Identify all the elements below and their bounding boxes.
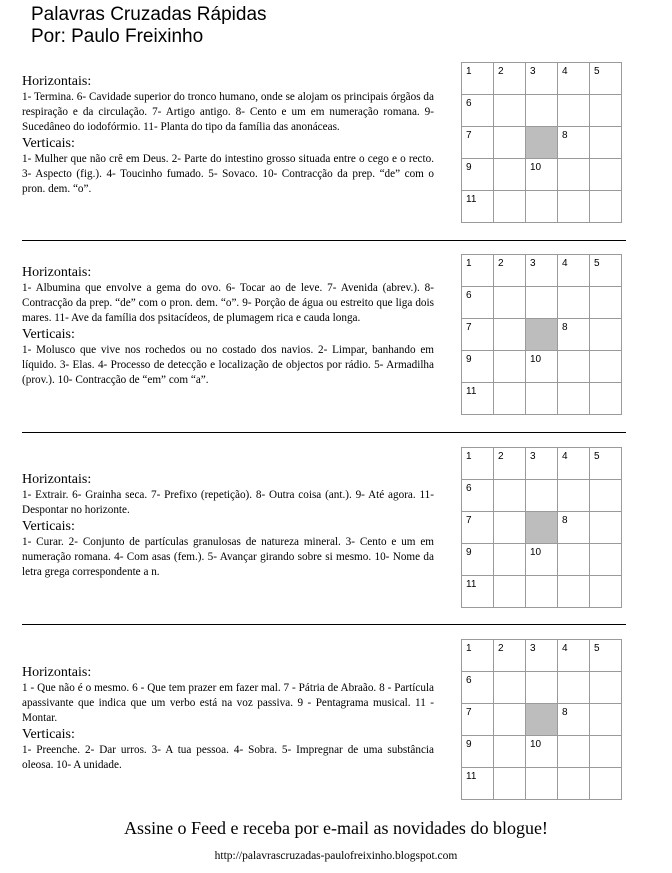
grid-cell[interactable] xyxy=(526,159,558,191)
cell-number: 2 xyxy=(498,451,504,462)
author-line: Por: Paulo Freixinho xyxy=(31,26,204,47)
grid-cell[interactable] xyxy=(494,127,526,159)
cell-number: 10 xyxy=(530,547,542,558)
cell-number: 9 xyxy=(466,162,472,173)
grid-row xyxy=(462,544,622,576)
cell-number: 8 xyxy=(562,707,568,718)
grid-cell[interactable] xyxy=(494,191,526,223)
vertical-clues: 1- Preenche. 2- Dar urros. 3- A tua pessoa. 4- Sobra. 5- Impregnar de uma substância oleosa. 10- A unidade. xyxy=(22,744,434,771)
horizontal-clues: 1 - Que não é o mesmo. 6 - Que tem prazer em fazer mal. 7 - Pátria de Abraão. 8 - Partícula apassivante que indica que um verbo está na voz passiva. 9 - Pentagrama musical. 11 - Montar. xyxy=(22,682,434,724)
grid-cell[interactable] xyxy=(462,672,494,704)
grid-cell[interactable] xyxy=(558,351,590,383)
cell-number: 6 xyxy=(466,98,472,109)
vertical-heading: Verticais: xyxy=(22,727,75,742)
grid-cell[interactable] xyxy=(526,255,558,287)
grid-cell[interactable] xyxy=(462,512,494,544)
grid-cell[interactable] xyxy=(590,351,622,383)
grid-row xyxy=(462,512,622,544)
grid-cell[interactable] xyxy=(494,480,526,512)
grid-row xyxy=(462,576,622,608)
grid-row xyxy=(462,736,622,768)
grid-cell[interactable] xyxy=(526,672,558,704)
grid-cell[interactable] xyxy=(590,736,622,768)
cell-number: 5 xyxy=(594,258,600,269)
horizontal-clues: 1- Extrair. 6- Grainha seca. 7- Prefixo (repetição). 8- Outra coisa (ant.). 9- Até agora. 11- Despontar no horizonte. xyxy=(22,489,434,516)
grid-cell[interactable] xyxy=(558,159,590,191)
grid-cell[interactable] xyxy=(590,544,622,576)
cell-number: 6 xyxy=(466,290,472,301)
horizontal-heading: Horizontais: xyxy=(22,265,92,280)
grid-cell[interactable] xyxy=(462,319,494,351)
puzzle-4-clues xyxy=(22,665,434,774)
cell-number: 8 xyxy=(562,322,568,333)
cell-number: 10 xyxy=(530,354,542,365)
vertical-clues: 1- Curar. 2- Conjunto de partículas granulosas de natureza mineral. 3- Cento e um em numeração romana. 4- Com asas (fem.). 5- Avançar girando sobre si mesmo. 10- Nome da letra grega correspondente a n. xyxy=(22,536,434,578)
grid-cell[interactable] xyxy=(558,512,590,544)
cell-number: 9 xyxy=(466,354,472,365)
cell-number: 2 xyxy=(498,66,504,77)
page-title: Palavras Cruzadas Rápidas xyxy=(31,4,267,25)
grid-row xyxy=(462,127,622,159)
grid-cell[interactable] xyxy=(462,640,494,672)
cell-number: 7 xyxy=(466,515,472,526)
grid-cell[interactable] xyxy=(558,95,590,127)
grid-cell[interactable] xyxy=(590,191,622,223)
grid-cell[interactable] xyxy=(558,448,590,480)
grid-row xyxy=(462,448,622,480)
grid-cell[interactable] xyxy=(462,736,494,768)
grid-cell[interactable] xyxy=(526,191,558,223)
grid-cell[interactable] xyxy=(494,383,526,415)
grid-cell[interactable] xyxy=(590,127,622,159)
grid-cell[interactable] xyxy=(462,576,494,608)
cell-number: 3 xyxy=(530,66,536,77)
cell-number: 7 xyxy=(466,707,472,718)
grid-cell[interactable] xyxy=(526,736,558,768)
horizontal-clues: 1- Albumina que envolve a gema do ovo. 6- Tocar ao de leve. 7- Avenida (abrev.). 8- Contracção da prep. “de” com o pron. dem. “o”. 9- Porção de água ou estreito que liga dois mares. 11- Ave da família dos psitacídeos, de plumagem rica e cauda longa. xyxy=(22,282,434,324)
grid-cell[interactable] xyxy=(526,448,558,480)
grid-row xyxy=(462,704,622,736)
cell-number: 11 xyxy=(466,386,477,397)
grid-cell[interactable] xyxy=(494,736,526,768)
blocked-cell xyxy=(526,512,558,544)
horizontal-clues: 1- Termina. 6- Cavidade superior do tronco humano, onde se alojam os principais órgãos da respiração e da circulação. 7- Artigo antigo. 8- Cento e um em numeração romana. 9- Sucedâneo do iodofórmio. 11- Planta do tipo da família das anonáceas. xyxy=(22,91,434,133)
crossword-grid-3 xyxy=(461,447,622,608)
grid-cell[interactable] xyxy=(558,480,590,512)
grid-row xyxy=(462,480,622,512)
puzzle-2-clues xyxy=(22,265,434,389)
blocked-cell xyxy=(526,319,558,351)
separator-line xyxy=(22,624,626,625)
grid-cell[interactable] xyxy=(558,287,590,319)
cell-number: 1 xyxy=(466,643,472,654)
cell-number: 3 xyxy=(530,451,536,462)
grid-cell[interactable] xyxy=(494,704,526,736)
grid-cell[interactable] xyxy=(494,672,526,704)
vertical-heading: Verticais: xyxy=(22,327,75,342)
grid-cell[interactable] xyxy=(590,704,622,736)
grid-cell[interactable] xyxy=(494,351,526,383)
grid-cell[interactable] xyxy=(462,63,494,95)
grid-cell[interactable] xyxy=(462,95,494,127)
blocked-cell xyxy=(526,127,558,159)
vertical-heading: Verticais: xyxy=(22,519,75,534)
cell-number: 6 xyxy=(466,675,472,686)
cell-number: 8 xyxy=(562,515,568,526)
grid-row xyxy=(462,351,622,383)
grid-cell[interactable] xyxy=(558,640,590,672)
grid-cell[interactable] xyxy=(526,351,558,383)
grid-cell[interactable] xyxy=(494,255,526,287)
grid-row xyxy=(462,255,622,287)
grid-cell[interactable] xyxy=(462,159,494,191)
grid-cell[interactable] xyxy=(590,768,622,800)
grid-cell[interactable] xyxy=(590,287,622,319)
grid-cell[interactable] xyxy=(590,576,622,608)
grid-cell[interactable] xyxy=(494,287,526,319)
grid-cell[interactable] xyxy=(494,95,526,127)
cell-number: 2 xyxy=(498,643,504,654)
cell-number: 1 xyxy=(466,451,472,462)
cell-number: 5 xyxy=(594,643,600,654)
grid-cell[interactable] xyxy=(494,768,526,800)
grid-row xyxy=(462,287,622,319)
grid-row xyxy=(462,768,622,800)
grid-cell[interactable] xyxy=(462,351,494,383)
grid-cell[interactable] xyxy=(526,383,558,415)
cell-number: 10 xyxy=(530,162,542,173)
separator-line xyxy=(22,432,626,433)
cell-number: 7 xyxy=(466,130,472,141)
cell-number: 9 xyxy=(466,547,472,558)
cell-number: 4 xyxy=(562,451,568,462)
cell-number: 11 xyxy=(466,771,477,782)
grid-cell[interactable] xyxy=(590,512,622,544)
grid-cell[interactable] xyxy=(494,448,526,480)
page-title-block xyxy=(31,4,267,48)
grid-cell[interactable] xyxy=(590,95,622,127)
blog-url-link[interactable]: http://palavrascruzadas-paulofreixinho.blogspot.com xyxy=(214,850,458,862)
grid-cell[interactable] xyxy=(590,63,622,95)
grid-cell[interactable] xyxy=(462,127,494,159)
grid-cell[interactable] xyxy=(590,640,622,672)
cell-number: 3 xyxy=(530,258,536,269)
cell-number: 10 xyxy=(530,739,542,750)
grid-cell[interactable] xyxy=(590,255,622,287)
grid-row xyxy=(462,95,622,127)
cell-number: 4 xyxy=(562,66,568,77)
cell-number: 2 xyxy=(498,258,504,269)
grid-cell[interactable] xyxy=(526,480,558,512)
grid-cell[interactable] xyxy=(494,63,526,95)
grid-cell[interactable] xyxy=(462,704,494,736)
grid-row xyxy=(462,640,622,672)
grid-cell[interactable] xyxy=(590,480,622,512)
grid-cell[interactable] xyxy=(590,672,622,704)
grid-cell[interactable] xyxy=(558,383,590,415)
cell-number: 1 xyxy=(466,66,472,77)
cell-number: 9 xyxy=(466,739,472,750)
grid-row xyxy=(462,672,622,704)
cell-number: 4 xyxy=(562,643,568,654)
grid-cell[interactable] xyxy=(462,480,494,512)
cell-number: 4 xyxy=(562,258,568,269)
grid-cell[interactable] xyxy=(558,191,590,223)
grid-cell[interactable] xyxy=(462,448,494,480)
grid-cell[interactable] xyxy=(558,768,590,800)
grid-cell[interactable] xyxy=(462,255,494,287)
grid-cell[interactable] xyxy=(494,319,526,351)
grid-cell[interactable] xyxy=(558,672,590,704)
grid-cell[interactable] xyxy=(558,255,590,287)
footer-slogan: Assine o Feed e receba por e-mail as novidades do blogue! xyxy=(124,818,548,838)
grid-cell[interactable] xyxy=(558,736,590,768)
grid-cell[interactable] xyxy=(462,544,494,576)
vertical-clues: 1- Mulher que não crê em Deus. 2- Parte do intestino grosso situada entre o cego e o recto. 3- Aspecto (fig.). 4- Toucinho fumado. 5- Sovaco. 10- Contracção da prep. “de” com o pron. dem. “o”. xyxy=(22,153,434,195)
grid-cell[interactable] xyxy=(558,63,590,95)
grid-cell[interactable] xyxy=(494,512,526,544)
grid-cell[interactable] xyxy=(462,287,494,319)
grid-cell[interactable] xyxy=(590,319,622,351)
cell-number: 11 xyxy=(466,579,477,590)
horizontal-heading: Horizontais: xyxy=(22,665,92,680)
grid-cell[interactable] xyxy=(590,159,622,191)
puzzle-1-clues xyxy=(22,74,434,198)
separator-line xyxy=(22,240,626,241)
grid-cell[interactable] xyxy=(526,63,558,95)
grid-cell[interactable] xyxy=(526,576,558,608)
grid-cell[interactable] xyxy=(462,191,494,223)
cell-number: 1 xyxy=(466,258,472,269)
grid-cell[interactable] xyxy=(558,576,590,608)
grid-cell[interactable] xyxy=(526,640,558,672)
grid-cell[interactable] xyxy=(526,95,558,127)
grid-row xyxy=(462,383,622,415)
grid-cell[interactable] xyxy=(494,544,526,576)
cell-number: 8 xyxy=(562,130,568,141)
cell-number: 7 xyxy=(466,322,472,333)
grid-cell[interactable] xyxy=(558,319,590,351)
grid-cell[interactable] xyxy=(494,576,526,608)
vertical-clues: 1- Molusco que vive nos rochedos ou no costado dos navios. 2- Limpar, banhando em líquido. 3- Elas. 4- Processo de detecção e localização de objectos por rádio. 5- Armadilha (prov.). 10- Contracção de “em” com “a”. xyxy=(22,344,434,386)
grid-row xyxy=(462,319,622,351)
cell-number: 5 xyxy=(594,451,600,462)
grid-cell[interactable] xyxy=(462,383,494,415)
grid-cell[interactable] xyxy=(494,159,526,191)
crossword-grid-4 xyxy=(461,639,622,800)
grid-cell[interactable] xyxy=(462,768,494,800)
horizontal-heading: Horizontais: xyxy=(22,472,92,487)
grid-cell[interactable] xyxy=(494,640,526,672)
grid-row xyxy=(462,63,622,95)
grid-cell[interactable] xyxy=(526,768,558,800)
puzzle-3-clues xyxy=(22,472,434,581)
grid-row xyxy=(462,159,622,191)
cell-number: 11 xyxy=(466,194,477,205)
cell-number: 5 xyxy=(594,66,600,77)
grid-cell[interactable] xyxy=(590,448,622,480)
grid-cell[interactable] xyxy=(526,287,558,319)
horizontal-heading: Horizontais: xyxy=(22,74,92,89)
crossword-grid-2 xyxy=(461,254,622,415)
grid-cell[interactable] xyxy=(558,544,590,576)
grid-cell[interactable] xyxy=(590,383,622,415)
vertical-heading: Verticais: xyxy=(22,136,75,151)
grid-cell[interactable] xyxy=(558,127,590,159)
grid-cell[interactable] xyxy=(558,704,590,736)
cell-number: 6 xyxy=(466,483,472,494)
cell-number: 3 xyxy=(530,643,536,654)
crossword-grid-1 xyxy=(461,62,622,223)
grid-cell[interactable] xyxy=(526,544,558,576)
blocked-cell xyxy=(526,704,558,736)
grid-row xyxy=(462,191,622,223)
